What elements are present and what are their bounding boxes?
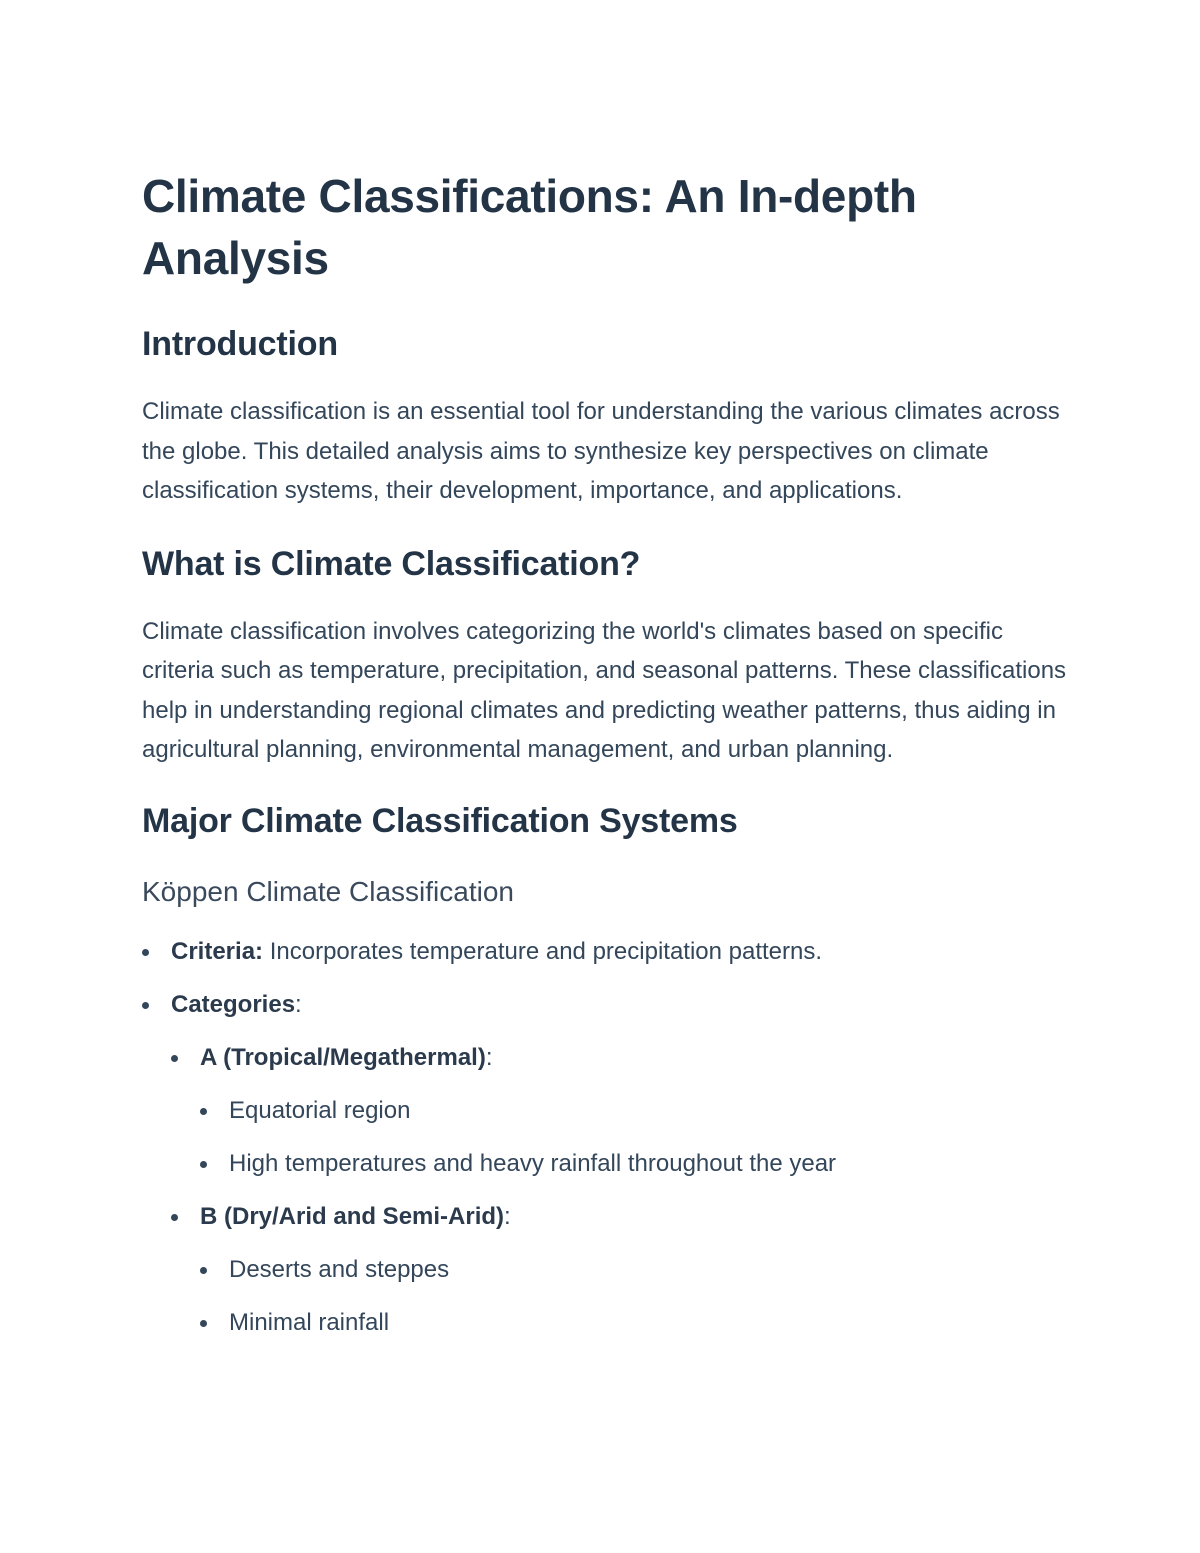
bullet-icon: [171, 1055, 178, 1062]
list-item-category-b: B (Dry/Arid and Semi-Arid): Deserts and steppes Minimal rainfall: [171, 1201, 1072, 1339]
list-item-categories: Categories: A (Tropical/Megathermal): Equatorial region High temperatures and heavy rainfall throughout the year B (Dry/Arid and Semi-Arid): Deserts and steppes Minimal rainfall: [142, 989, 1072, 1339]
introduction-paragraph: Climate classification is an essential tool for understanding the various climates across the globe. This detailed analysis aims to synthesize key perspectives on climate classification systems, their development, importance, and applications.: [142, 398, 1060, 504]
what-is-paragraph: Climate classification involves categorizing the world's climates based on specific criteria such as temperature, precipitation, and seasonal patterns. These classifications help in understanding regional climates and predicting weather patterns, thus aiding in agricultural planning, environmental management, and urban planning.: [142, 617, 1067, 763]
bullet-icon: [200, 1161, 207, 1168]
criteria-text: Incorporates temperature and precipitation patterns.: [269, 937, 823, 965]
document-page: [142, 165, 1072, 1339]
list-item-category-a: A (Tropical/Megathermal): Equatorial region High temperatures and heavy rainfall throughout the year: [171, 1042, 1072, 1180]
categories-label: Categories: [171, 990, 296, 1018]
categories-list: [142, 1042, 1072, 1339]
bullet-icon: [142, 1002, 149, 1009]
bullet-icon: [200, 1267, 207, 1274]
bullet-icon: [200, 1108, 207, 1115]
bullet-icon: [142, 949, 149, 956]
category-a-items: [171, 1095, 1072, 1180]
bullet-icon: [200, 1320, 207, 1327]
introduction-heading: Introduction: [142, 325, 338, 363]
criteria-label: Criteria: [171, 937, 256, 965]
category-b-label: B (Dry/Arid and Semi-Arid): [200, 1202, 505, 1230]
koppen-list: [142, 936, 1072, 1339]
category-b-items: [171, 1254, 1072, 1339]
list-item: Equatorial region: [200, 1095, 1072, 1127]
list-item: High temperatures and heavy rainfall throughout the year: [200, 1148, 1072, 1180]
document-title: Climate Classifications: An In-depth Analysis: [142, 170, 917, 284]
list-item: Minimal rainfall: [200, 1307, 1072, 1339]
list-item-criteria: Criteria: Incorporates temperature and precipitation patterns.: [142, 936, 1072, 968]
major-systems-heading: Major Climate Classification Systems: [142, 801, 738, 840]
bullet-icon: [171, 1214, 178, 1221]
koppen-heading: Köppen Climate Classification: [142, 875, 514, 907]
what-is-heading: What is Climate Classification?: [142, 544, 641, 583]
list-item: Deserts and steppes: [200, 1254, 1072, 1286]
category-a-label: A (Tropical/Megathermal): [200, 1043, 486, 1071]
